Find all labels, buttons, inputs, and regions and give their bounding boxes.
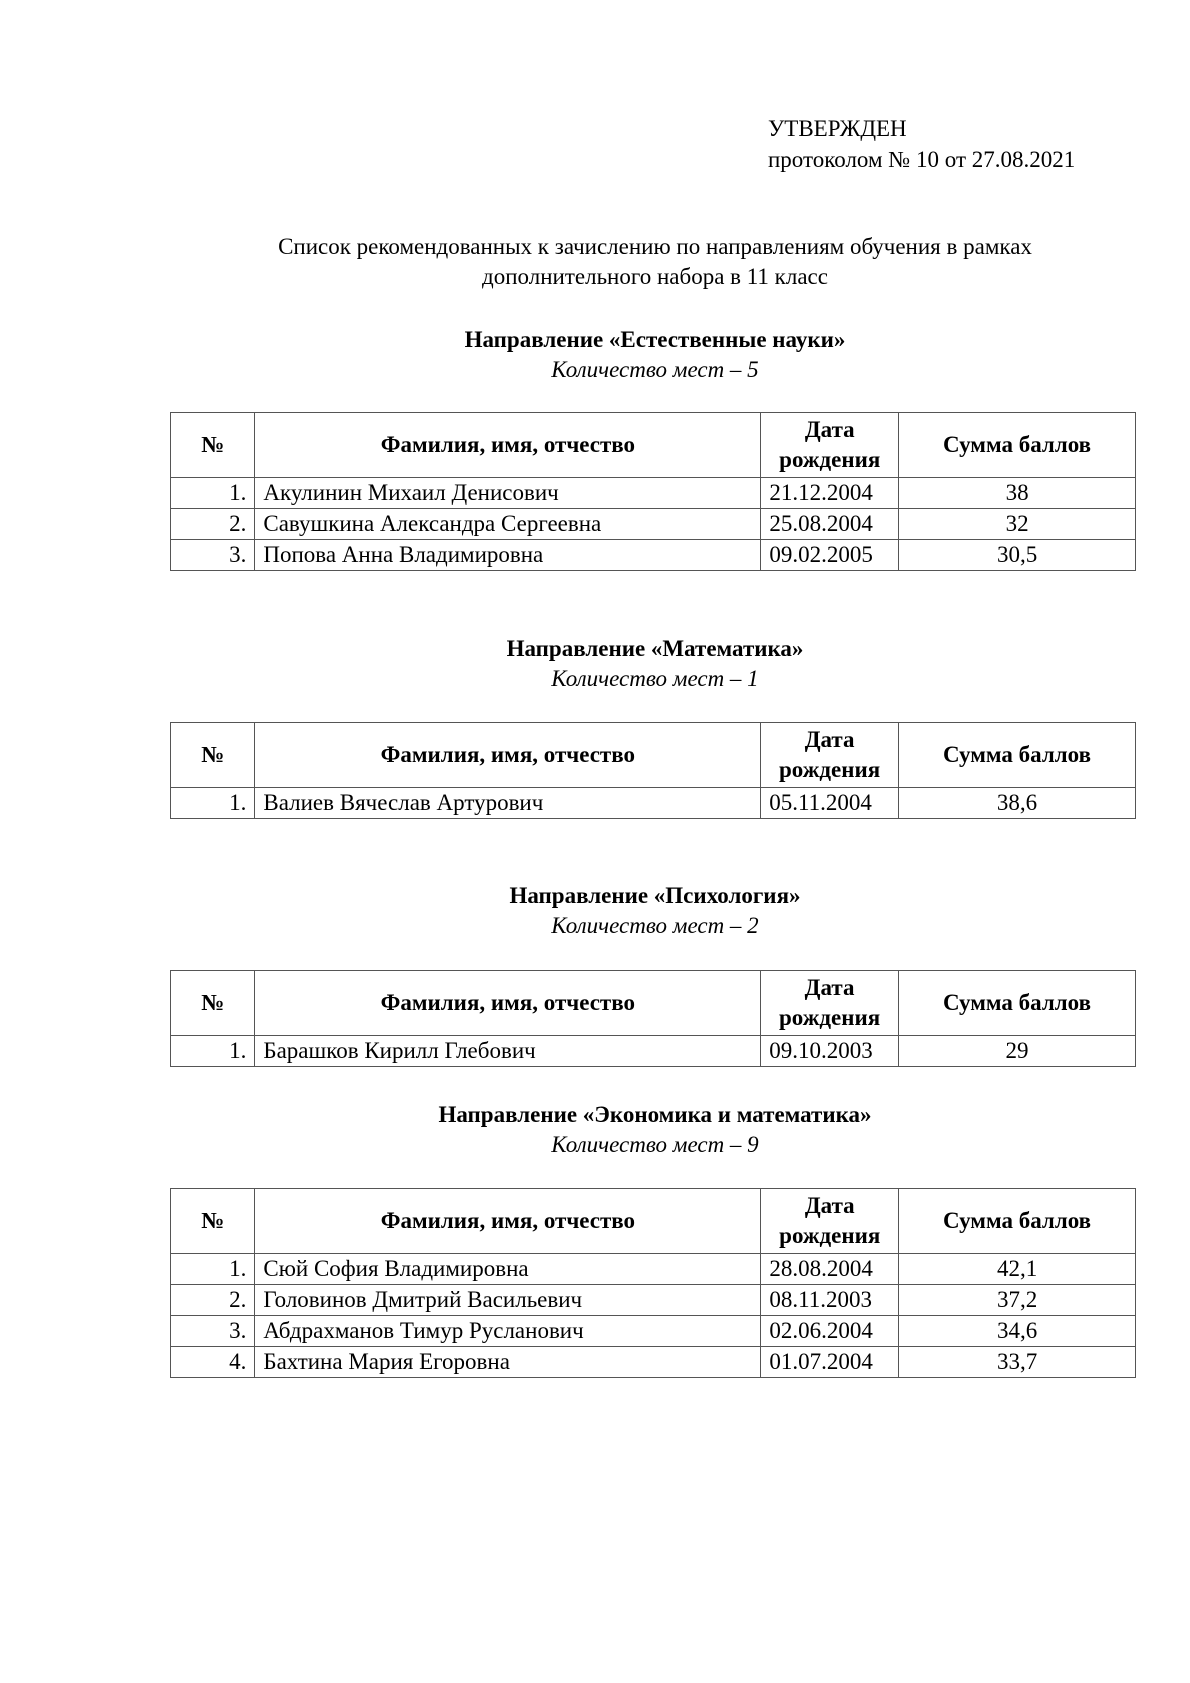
header-name: Фамилия, имя, отчество bbox=[255, 723, 761, 788]
table-row: 4. Бахтина Мария Егоровна 01.07.2004 33,7 bbox=[171, 1347, 1136, 1378]
header-num: № bbox=[171, 971, 255, 1036]
seats-count: Количество мест – 9 bbox=[551, 1132, 759, 1157]
header-date: Дата рождения bbox=[761, 723, 899, 788]
seats-count: Количество мест – 1 bbox=[551, 666, 759, 691]
approval-stamp bbox=[768, 113, 1075, 175]
document-title: Список рекомендованных к зачислению по направлениям обучения в рамках дополнительного набора в 11 класс bbox=[278, 234, 1032, 289]
header-name: Фамилия, имя, отчество bbox=[255, 413, 761, 478]
section-heading-natural-sciences bbox=[0, 325, 1190, 385]
table-mathematics bbox=[170, 722, 1136, 819]
approval-title: УТВЕРЖДЕН bbox=[768, 116, 907, 141]
header-score: Сумма баллов bbox=[899, 1189, 1136, 1254]
table-economics-math bbox=[170, 1188, 1136, 1378]
table-row: 1. Сюй София Владимировна 28.08.2004 42,1 bbox=[171, 1254, 1136, 1285]
header-date: Дата рождения bbox=[761, 971, 899, 1036]
header-name: Фамилия, имя, отчество bbox=[255, 971, 761, 1036]
header-name: Фамилия, имя, отчество bbox=[255, 1189, 761, 1254]
header-score: Сумма баллов bbox=[898, 971, 1135, 1036]
table-natural-sciences bbox=[170, 412, 1136, 571]
header-num: № bbox=[171, 413, 255, 478]
header-num: № bbox=[171, 723, 255, 788]
section-heading-psychology bbox=[0, 881, 1190, 941]
direction-title: Направление «Математика» bbox=[506, 636, 804, 661]
table-header-row bbox=[171, 413, 1136, 478]
direction-title: Направление «Психология» bbox=[509, 883, 801, 908]
direction-title: Направление «Естественные науки» bbox=[464, 327, 846, 352]
section-heading-economics-math bbox=[0, 1100, 1190, 1160]
approval-protocol: протоколом № 10 от 27.08.2021 bbox=[768, 147, 1076, 172]
table-row: 1. Акулинин Михаил Денисович 21.12.2004 38 bbox=[171, 478, 1136, 509]
section-heading-mathematics bbox=[0, 634, 1190, 694]
table-header-row bbox=[171, 971, 1136, 1036]
table-psychology bbox=[170, 970, 1136, 1067]
header-date: Дата рождения bbox=[761, 1189, 899, 1254]
header-date: Дата рождения bbox=[761, 413, 899, 478]
seats-count: Количество мест – 2 bbox=[551, 913, 759, 938]
header-num: № bbox=[171, 1189, 255, 1254]
header-score: Сумма баллов bbox=[899, 413, 1136, 478]
table-header-row bbox=[171, 723, 1136, 788]
table-row: 2. Савушкина Александра Сергеевна 25.08.2004 32 bbox=[171, 509, 1136, 540]
direction-title: Направление «Экономика и математика» bbox=[438, 1102, 872, 1127]
header-score: Сумма баллов bbox=[898, 723, 1135, 788]
table-row: 2. Головинов Дмитрий Васильевич 08.11.2003 37,2 bbox=[171, 1285, 1136, 1316]
seats-count: Количество мест – 5 bbox=[551, 357, 759, 382]
table-row: 1. Валиев Вячеслав Артурович 05.11.2004 38,6 bbox=[171, 788, 1136, 819]
table-row: 3. Попова Анна Владимировна 09.02.2005 30,5 bbox=[171, 540, 1136, 571]
table-row: 3. Абдрахманов Тимур Русланович 02.06.2004 34,6 bbox=[171, 1316, 1136, 1347]
table-header-row bbox=[171, 1189, 1136, 1254]
table-row: 1. Барашков Кирилл Глебович 09.10.2003 29 bbox=[171, 1036, 1136, 1067]
